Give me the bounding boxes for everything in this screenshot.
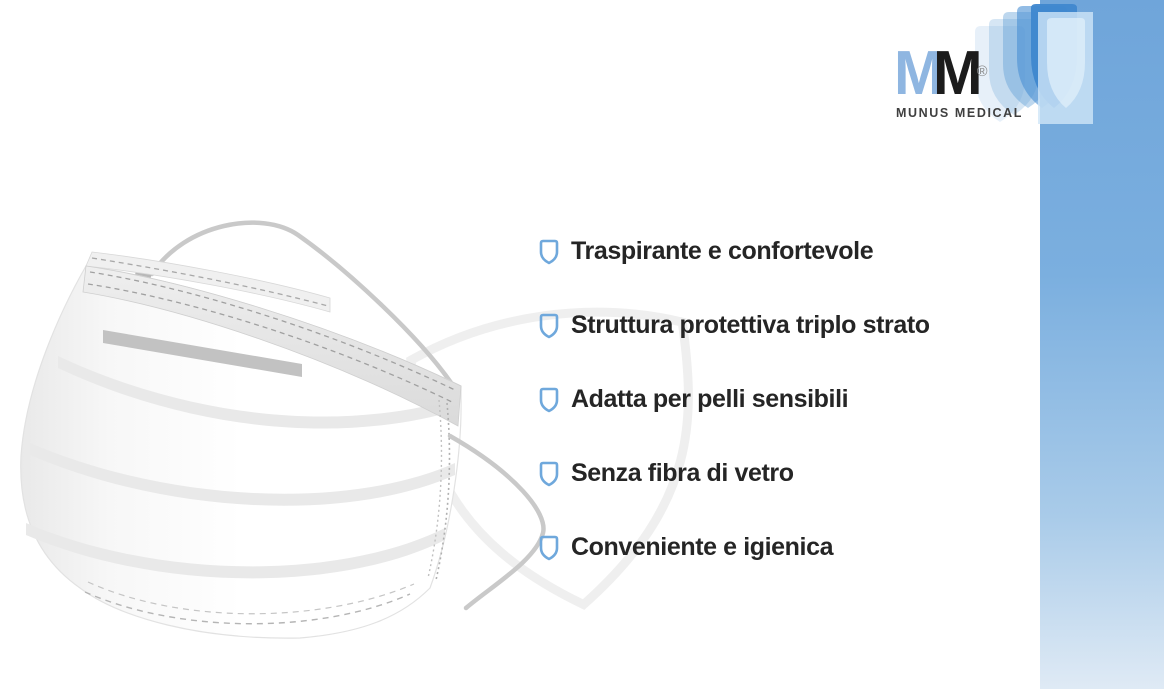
feature-label: Senza fibra di vetro (571, 459, 794, 487)
feature-label: Struttura protettiva triplo strato (571, 311, 930, 339)
feature-label: Adatta per pelli sensibili (571, 385, 849, 413)
logo-mm (894, 39, 989, 108)
shield-outline-icon (538, 460, 560, 487)
shield-outline-icon (538, 386, 560, 413)
shield-outline-icon (538, 534, 560, 561)
face-mask-image (0, 188, 560, 666)
shield-outline-icon (538, 312, 560, 339)
feature-row (538, 384, 930, 414)
registered-mark: ® (976, 63, 988, 80)
logo-m-blue: M (894, 39, 940, 108)
feature-row (538, 532, 930, 562)
feature-list (538, 236, 930, 606)
feature-row (538, 236, 930, 266)
feature-label: Traspirante e confortevole (571, 237, 874, 265)
logo-shield-stack-icon (975, 4, 1105, 144)
ear-loop-right (450, 436, 543, 608)
logo-subtitle: MUNUS MEDICAL (896, 106, 1024, 120)
feature-row (538, 310, 930, 340)
logo-m-dark: M (933, 39, 979, 108)
feature-row (538, 458, 930, 488)
feature-label: Conveniente e igienica (571, 533, 834, 561)
shield-outline-icon (538, 238, 560, 265)
